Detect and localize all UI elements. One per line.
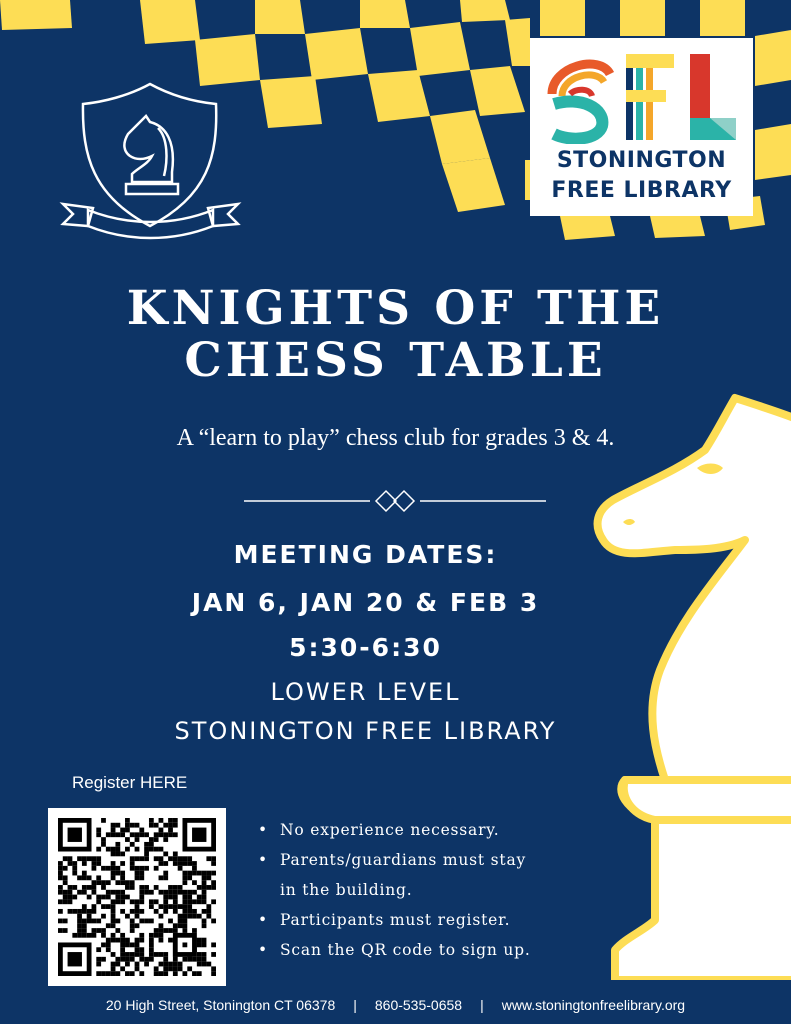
meeting-place-line2: STONINGTON FREE LIBRARY [174, 717, 557, 745]
footer-separator: | [480, 997, 484, 1013]
library-logo [530, 38, 753, 216]
bullet-item-continuation: in the building. [280, 881, 413, 899]
info-bullet-list [258, 815, 531, 965]
meeting-time: 5:30-6:30 [289, 633, 442, 662]
bullet-item: • Scan the QR code to sign up. [258, 935, 531, 965]
footer-address: 20 High Street, Stonington CT 06378 [105, 997, 336, 1013]
footer [0, 997, 791, 1013]
qr-code[interactable] [48, 808, 226, 986]
footer-website-link[interactable]: www.stoningtonfreelibrary.org [501, 997, 686, 1013]
meeting-place-line1: LOWER LEVEL [270, 678, 461, 706]
logo-text-line1: STONINGTON [556, 148, 727, 173]
qr-code-icon [58, 818, 216, 976]
page-title-line1: KNIGHTS OF THE [126, 281, 665, 336]
logo-text-line2: FREE LIBRARY [551, 178, 732, 203]
bullet-item: • Participants must register. [258, 905, 531, 935]
sfl-monogram-icon [540, 44, 743, 144]
subtitle: A “learn to play” chess club for grades 3 & 4. [176, 425, 615, 451]
register-label: Register HERE [72, 773, 188, 792]
page-title-line2: CHESS TABLE [184, 333, 607, 388]
ornament-divider [244, 486, 546, 516]
footer-phone: 860-535-0658 [374, 997, 463, 1013]
bullet-item: • Parents/guardians must stay [258, 845, 531, 875]
footer-separator: | [353, 997, 357, 1013]
meeting-heading: MEETING DATES: [233, 540, 498, 569]
meeting-dates: JAN 6, JAN 20 & FEB 3 [191, 588, 540, 617]
bullet-item: • No experience necessary. [258, 815, 531, 845]
knight-crest-icon [58, 76, 243, 246]
